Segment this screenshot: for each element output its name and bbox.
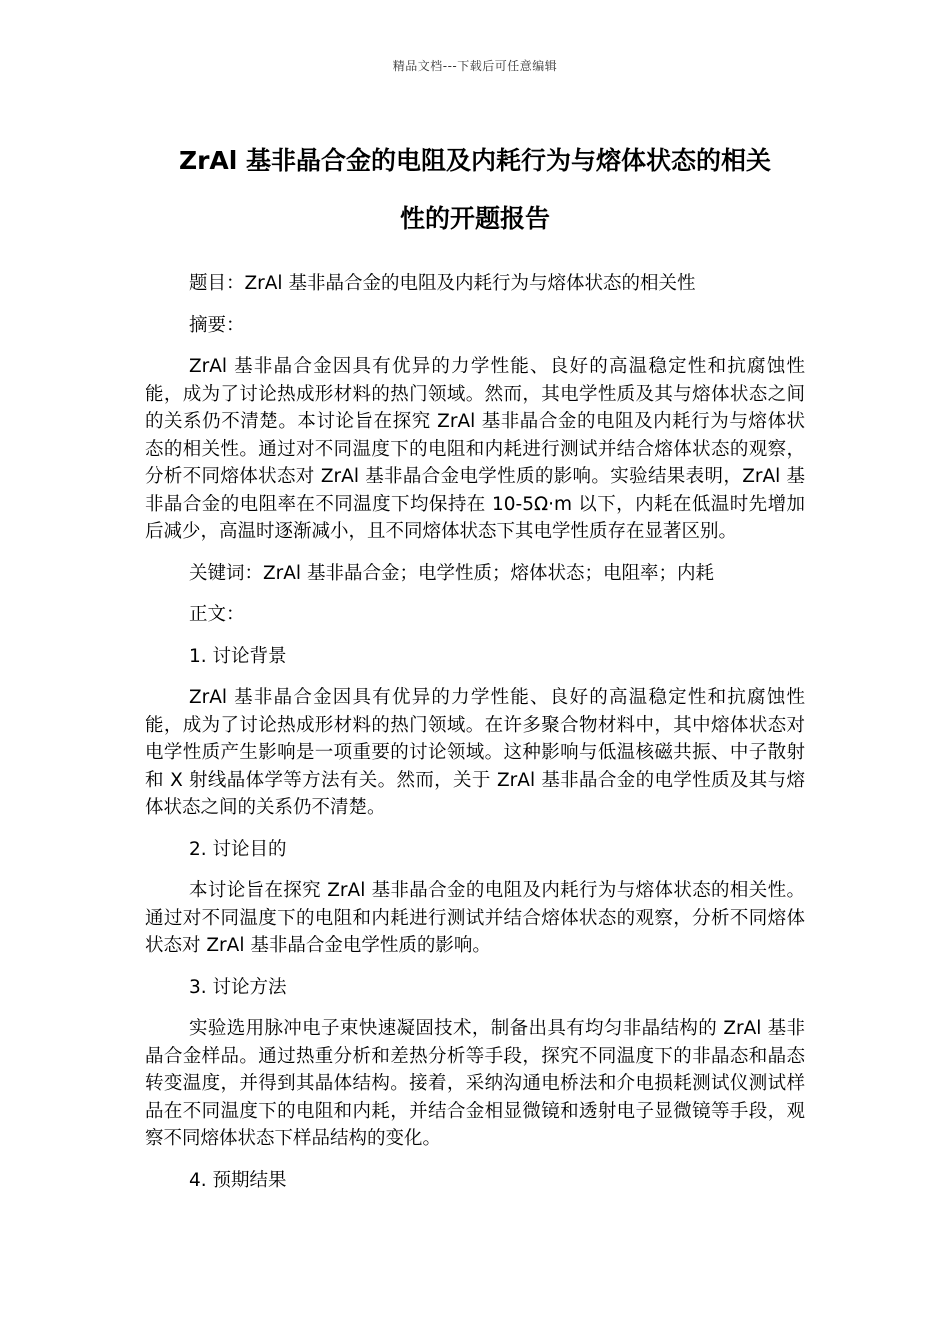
topic-line: 题目：ZrAl 基非晶合金的电阻及内耗行为与熔体状态的相关性	[189, 273, 696, 294]
document-body	[145, 270, 805, 1208]
section-paragraph: 实验选用脉冲电子束快速凝固技术，制备出具有均匀非晶结构的 ZrAl 基非晶合金样品。通过热重分析和差热分析等手段，探究不同温度下的非晶态和晶态转变温度，并得到其晶体结构。接着，采纳沟通电桥法和介电损耗测试仪测试样品在不同温度下的电阻和内耗，并结合金相显微镜和透射电子显微镜等手段，观察不同熔体状态下样品结构的变化。	[145, 1018, 805, 1149]
document-title	[140, 132, 810, 248]
section-heading: 3. 讨论方法	[189, 976, 287, 998]
keywords-line: 关键词：ZrAl 基非晶合金；电学性质；熔体状态；电阻率；内耗	[189, 562, 714, 584]
abstract-paragraph: ZrAl 基非晶合金因具有优异的力学性能、良好的高温稳定性和抗腐蚀性能，成为了讨论热成形材料的热门领域。然而，其电学性质及其与熔体状态之间的关系仍不清楚。本讨论旨在探究 ZrAl 基非晶合金的电阻及内耗行为与熔体状态的相关性。通过对不同温度下的电阻和内耗进行测试并结合熔体状态的观察，分析不同熔体状态对 ZrAl 基非晶合金电学性质的影响。实验结果表明，ZrAl 基非晶合金的电阻率在不同温度下均保持在 10-5Ω·m 以下，内耗在低温时先增加后减少，高温时逐渐减小，且不同熔体状态下其电学性质存在显著区别。	[145, 356, 805, 542]
abstract-label: 摘要：	[189, 314, 245, 336]
section-heading: 2. 讨论目的	[189, 838, 287, 860]
title-line-1: ZrAl 基非晶合金的电阻及内耗行为与熔体状态的相关	[178, 146, 772, 175]
header-note: 精品文档---下载后可任意编辑	[392, 59, 558, 73]
title-line-2: 性的开题报告	[399, 204, 550, 233]
section-paragraph: ZrAl 基非晶合金因具有优异的力学性能、良好的高温稳定性和抗腐蚀性能，成为了讨论热成形材料的热门领域。在许多聚合物材料中，其中熔体状态对电学性质产生影响是一项重要的讨论领域。这种影响与低温核磁共振、中子散射和 X 射线晶体学等方法有关。然而，关于 ZrAl 基非晶合金的电学性质及其与熔体状态之间的关系仍不清楚。	[145, 687, 805, 818]
section-heading: 4. 预期结果	[189, 1169, 287, 1191]
body-label: 正文：	[189, 604, 245, 625]
section-paragraph: 本讨论旨在探究 ZrAl 基非晶合金的电阻及内耗行为与熔体状态的相关性。通过对不同温度下的电阻和内耗进行测试并结合熔体状态的观察，分析不同熔体状态对 ZrAl 基非晶合金电学性质的影响。	[145, 880, 805, 956]
section-heading: 1. 讨论背景	[189, 645, 287, 667]
